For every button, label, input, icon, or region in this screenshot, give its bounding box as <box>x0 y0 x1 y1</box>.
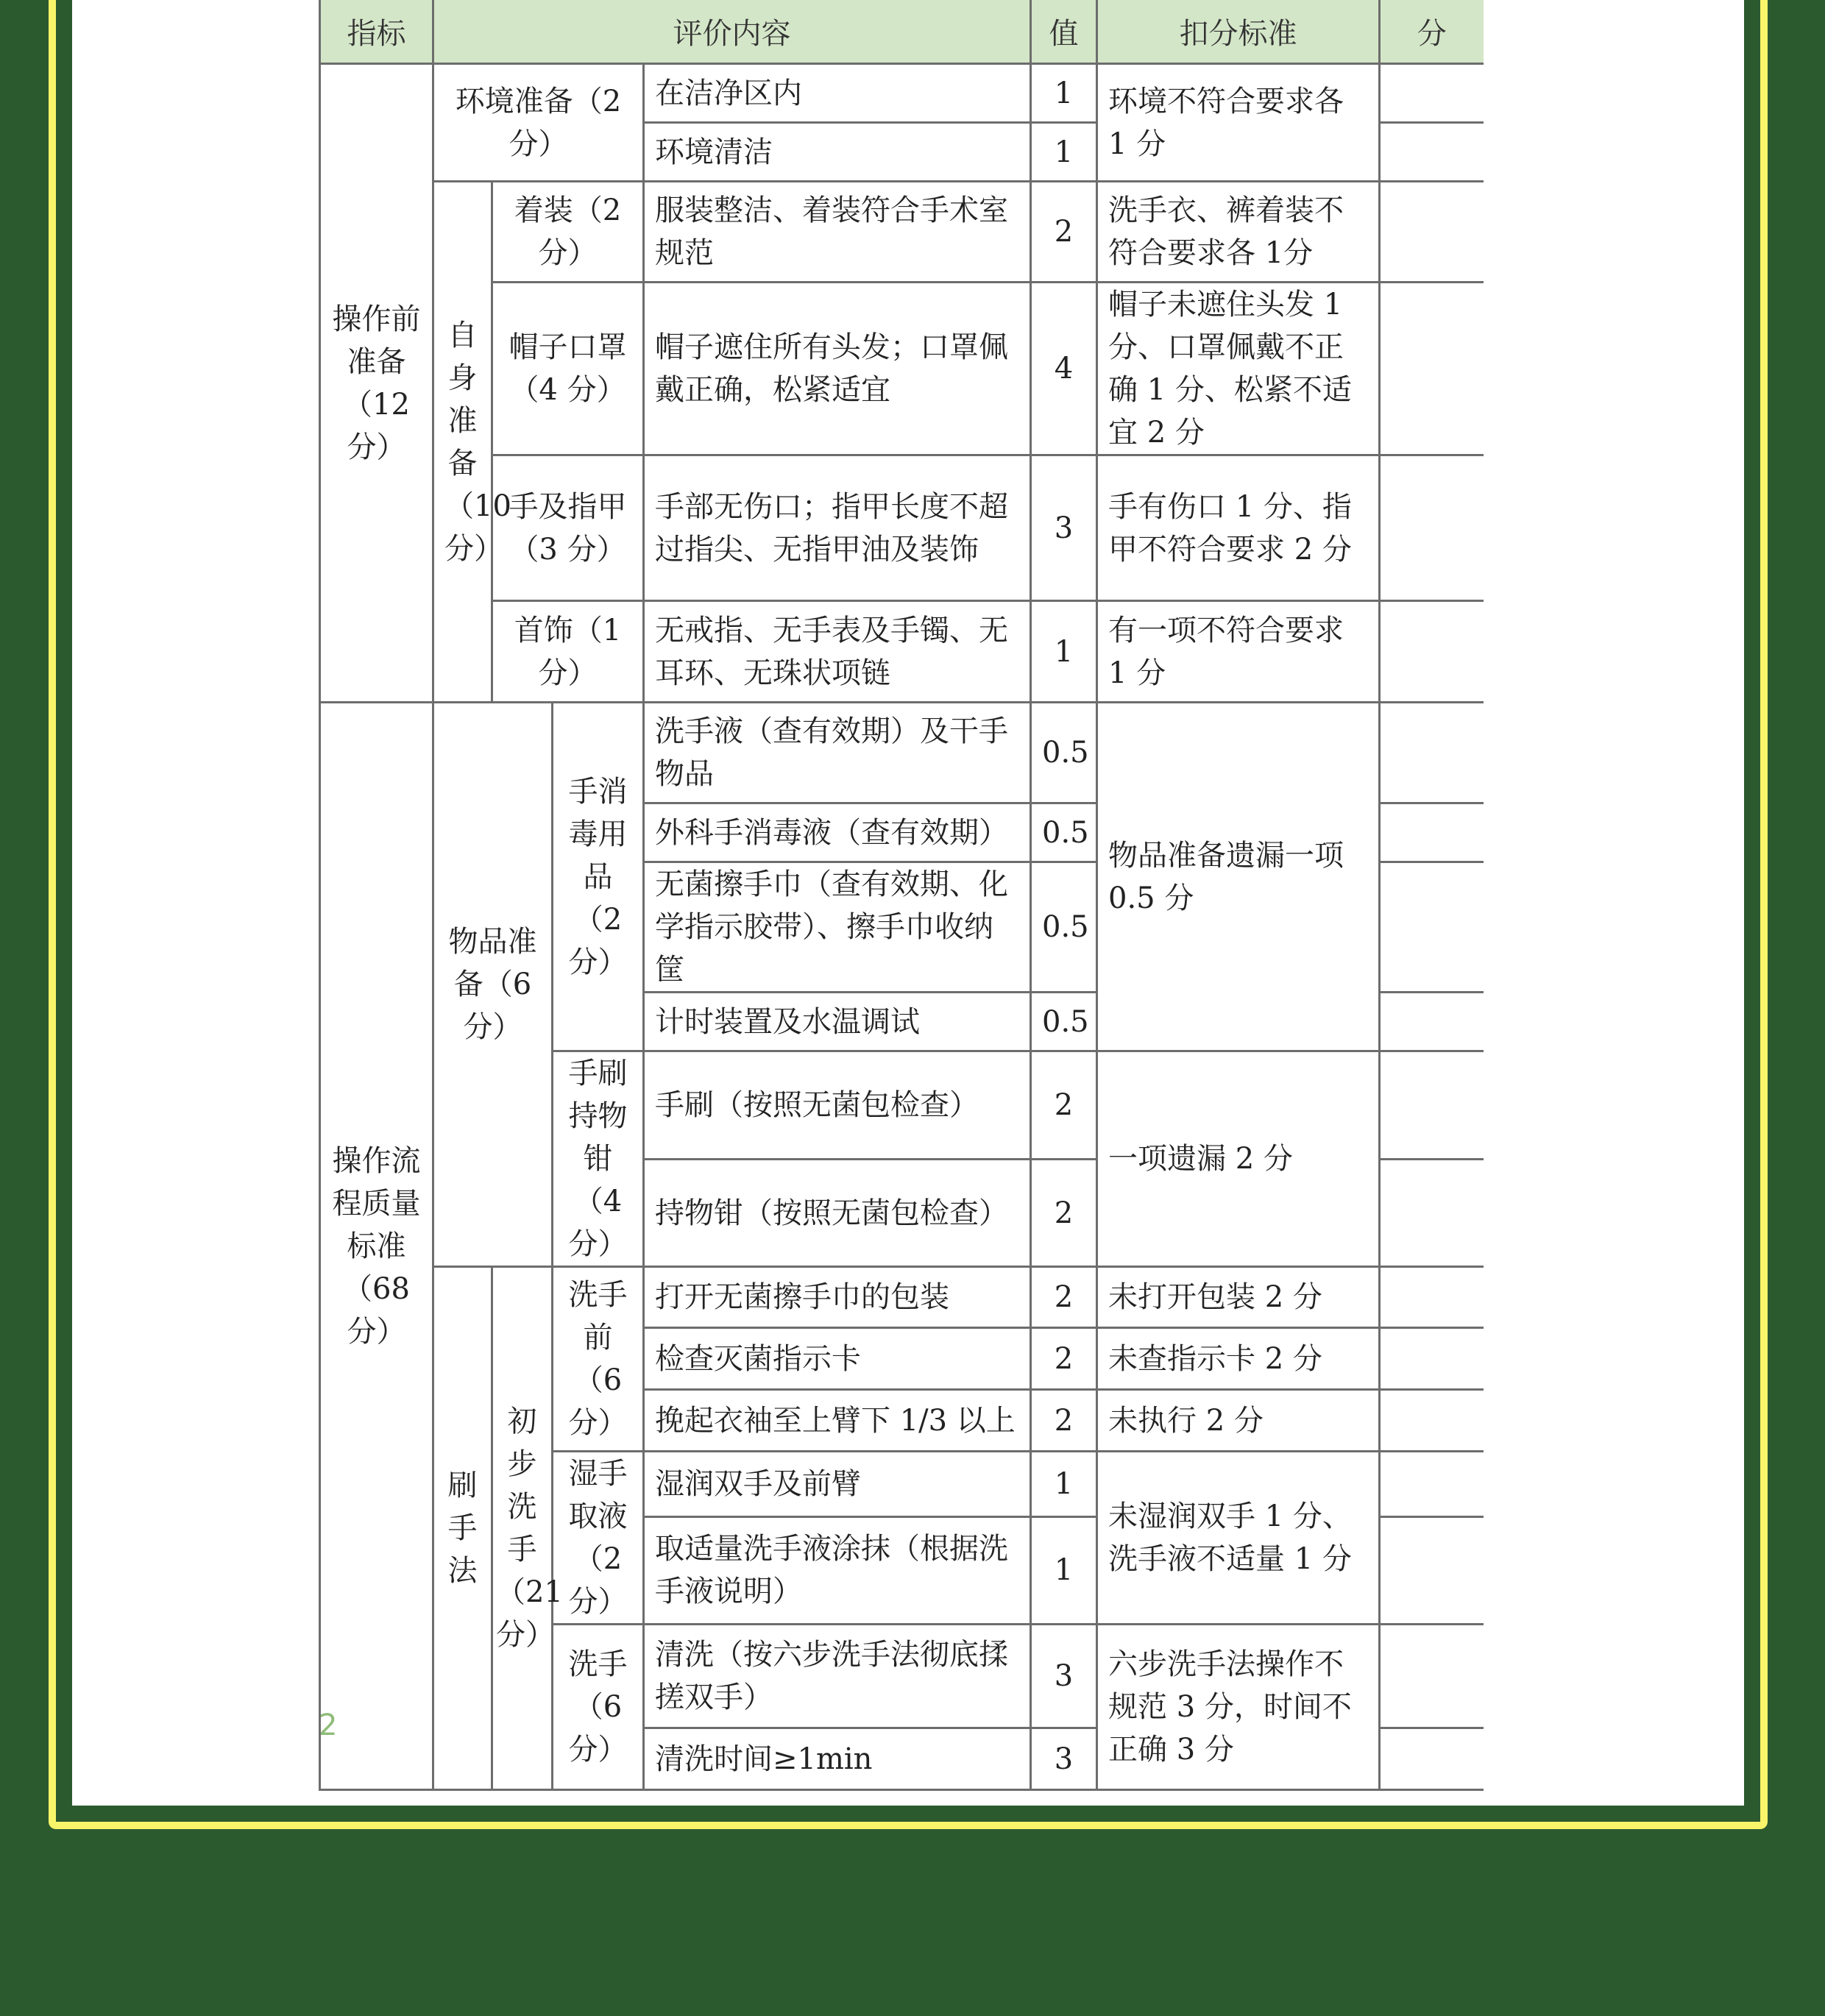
row-score: 1 <box>1031 123 1097 182</box>
row-content: 洗手液（查有效期）及干手物品 <box>644 703 1031 803</box>
subgroup-dress: 着装（2 分） <box>492 182 644 283</box>
points-cell <box>1380 862 1484 993</box>
evaluation-table <box>319 0 1484 1791</box>
points-cell <box>1380 64 1484 123</box>
header-score: 值 <box>1031 0 1097 64</box>
page-number: 2 <box>319 1708 338 1742</box>
row-score: 2 <box>1031 182 1097 283</box>
subgroup-disinfect: 手消毒用品（2 分） <box>553 703 644 1051</box>
table-row <box>320 601 1484 703</box>
points-cell <box>1380 283 1484 455</box>
row-score: 3 <box>1031 1625 1097 1728</box>
row-score: 1 <box>1031 1452 1097 1517</box>
row-score: 0.5 <box>1031 862 1097 993</box>
group-items: 物品准备（6 分） <box>433 703 553 1267</box>
header-content: 评价内容 <box>433 0 1031 64</box>
row-score: 1 <box>1031 1516 1097 1624</box>
points-cell <box>1380 123 1484 182</box>
row-score: 1 <box>1031 601 1097 703</box>
table-row <box>320 1267 1484 1328</box>
deduction-env: 环境不符合要求各 1 分 <box>1097 64 1380 182</box>
subgroup-pre: 洗手前（6 分） <box>553 1267 644 1452</box>
row-content: 挽起衣袖至上臂下 1/3 以上 <box>644 1390 1031 1452</box>
deduction-sleeve: 未执行 2 分 <box>1097 1390 1380 1452</box>
points-cell <box>1380 182 1484 283</box>
row-score: 0.5 <box>1031 993 1097 1051</box>
points-cell <box>1380 1267 1484 1328</box>
row-score: 2 <box>1031 1267 1097 1328</box>
deduction-dress: 洗手衣、裤着装不符合要求各 1分 <box>1097 182 1380 283</box>
points-cell <box>1380 1452 1484 1517</box>
points-cell <box>1380 1051 1484 1160</box>
row-score: 2 <box>1031 1390 1097 1452</box>
row-score: 3 <box>1031 1728 1097 1790</box>
group-self: 自身准备（10 分） <box>433 182 492 703</box>
points-cell <box>1380 1160 1484 1267</box>
deduction-open: 未打开包装 2 分 <box>1097 1267 1380 1328</box>
points-cell <box>1380 1390 1484 1452</box>
deduction-wash: 六步洗手法操作不规范 3 分，时间不正确 3 分 <box>1097 1625 1380 1790</box>
subgroup-brushclamp: 手刷持物钳（4 分） <box>553 1051 644 1267</box>
points-cell <box>1380 1328 1484 1390</box>
header-indicator: 指标 <box>320 0 433 64</box>
header-points: 分 <box>1380 0 1484 64</box>
row-content: 帽子遮住所有头发；口罩佩戴正确，松紧适宜 <box>644 283 1031 455</box>
deduction-wet: 未湿润双手 1 分、洗手液不适量 1 分 <box>1097 1452 1380 1625</box>
row-score: 4 <box>1031 283 1097 455</box>
table-row <box>320 283 1484 455</box>
row-score: 2 <box>1031 1160 1097 1267</box>
deduction-brushclamp: 一项遗漏 2 分 <box>1097 1051 1380 1267</box>
subgroup-jewel: 首饰（1 分） <box>492 601 644 703</box>
points-cell <box>1380 993 1484 1051</box>
table-header <box>320 0 1484 64</box>
deduction-hand: 手有伤口 1 分、指甲不符合要求 2 分 <box>1097 455 1380 601</box>
row-score: 2 <box>1031 1328 1097 1390</box>
table-row <box>320 182 1484 283</box>
points-cell <box>1380 1625 1484 1728</box>
group-prep: 操作前准备（12 分） <box>320 64 433 703</box>
table-row <box>320 703 1484 803</box>
row-content: 取适量洗手液涂抹（根据洗手液说明） <box>644 1516 1031 1624</box>
group-brush: 刷手法 <box>433 1267 492 1790</box>
table-row <box>320 64 1484 123</box>
row-score: 1 <box>1031 64 1097 123</box>
row-score: 0.5 <box>1031 703 1097 803</box>
row-score: 3 <box>1031 455 1097 601</box>
row-content: 无菌擦手巾（查有效期、化学指示胶带）、擦手巾收纳筐 <box>644 862 1031 993</box>
row-content: 打开无菌擦手巾的包装 <box>644 1267 1031 1328</box>
group-env: 环境准备（2 分） <box>433 64 644 182</box>
subgroup-wash: 洗手（6 分） <box>553 1625 644 1790</box>
points-cell <box>1380 601 1484 703</box>
subgroup-hand: 手及指甲（3 分） <box>492 455 644 601</box>
subgroup-hat: 帽子口罩（4 分） <box>492 283 644 455</box>
row-content: 检查灭菌指示卡 <box>644 1328 1031 1390</box>
row-content: 湿润双手及前臂 <box>644 1452 1031 1517</box>
row-content: 在洁净区内 <box>644 64 1031 123</box>
row-content: 环境清洁 <box>644 123 1031 182</box>
row-content: 清洗（按六步洗手法彻底揉搓双手） <box>644 1625 1031 1728</box>
row-content: 计时装置及水温调试 <box>644 993 1031 1051</box>
row-content: 清洗时间≥1min <box>644 1728 1031 1790</box>
subgroup-wet: 湿手取液（2 分） <box>553 1452 644 1625</box>
group-process: 操作流程质量标准（68 分） <box>320 703 433 1790</box>
group-initial: 初步洗手（21 分） <box>492 1267 553 1790</box>
row-score: 0.5 <box>1031 803 1097 862</box>
row-content: 无戒指、无手表及手镯、无耳环、无珠状项链 <box>644 601 1031 703</box>
deduction-check: 未查指示卡 2 分 <box>1097 1328 1380 1390</box>
points-cell <box>1380 1516 1484 1624</box>
row-content: 持物钳（按照无菌包检查） <box>644 1160 1031 1267</box>
points-cell <box>1380 455 1484 601</box>
deduction-jewel: 有一项不符合要求 1 分 <box>1097 601 1380 703</box>
row-content: 服装整洁、着装符合手术室规范 <box>644 182 1031 283</box>
points-cell <box>1380 803 1484 862</box>
row-content: 手部无伤口；指甲长度不超过指尖、无指甲油及装饰 <box>644 455 1031 601</box>
row-score: 2 <box>1031 1051 1097 1160</box>
header-deduction: 扣分标准 <box>1097 0 1380 64</box>
deduction-disinfect: 物品准备遗漏一项 0.5 分 <box>1097 703 1380 1051</box>
points-cell <box>1380 1728 1484 1790</box>
deduction-hat: 帽子未遮住头发 1 分、口罩佩戴不正确 1 分、松紧不适宜 2 分 <box>1097 283 1380 455</box>
points-cell <box>1380 703 1484 803</box>
row-content: 外科手消毒液（查有效期） <box>644 803 1031 862</box>
row-content: 手刷（按照无菌包检查） <box>644 1051 1031 1160</box>
